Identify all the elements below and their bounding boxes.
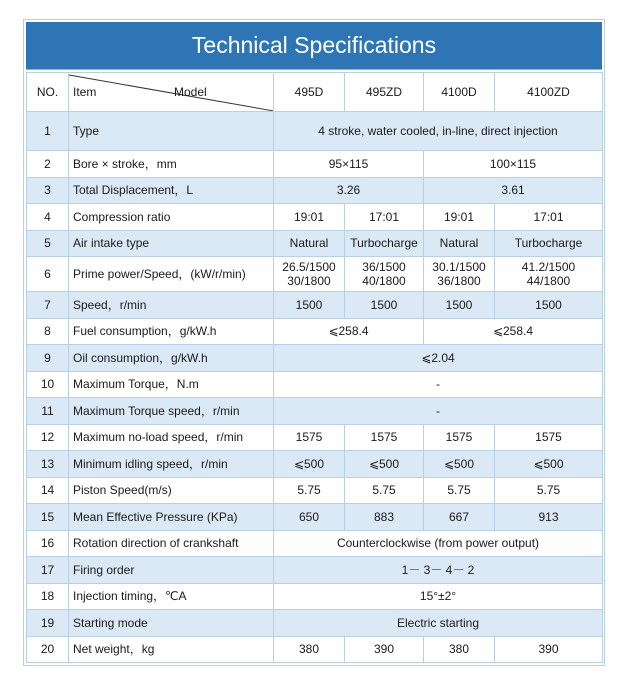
row-value: 390	[495, 636, 603, 663]
row-number: 9	[27, 345, 69, 372]
row-item: Fuel consumption，g/kW.h	[69, 318, 274, 345]
row-item: Rotation direction of crankshaft	[69, 530, 274, 557]
row-number: 11	[27, 398, 69, 425]
table-row	[27, 477, 603, 504]
header-model-495zd: 495ZD	[345, 73, 424, 112]
table-row	[27, 177, 603, 204]
row-value: 650	[274, 504, 345, 531]
row-value: ⩽500	[345, 451, 424, 478]
row-item: Total Displacement，L	[69, 177, 274, 204]
row-value: 883	[345, 504, 424, 531]
header-item-model	[69, 73, 274, 112]
row-value: ⩽2.04	[274, 345, 603, 372]
table-row	[27, 292, 603, 319]
row-value: 1575	[274, 424, 345, 451]
row-value: 3.61	[424, 177, 603, 204]
table-row	[27, 530, 603, 557]
row-value-line: 41.2/1500	[521, 260, 576, 274]
diagonal-divider	[69, 73, 274, 111]
table-row	[27, 345, 603, 372]
row-item: Compression ratio	[69, 204, 274, 231]
row-number: 17	[27, 557, 69, 584]
row-value: Electric starting	[274, 610, 603, 637]
row-value: Natural	[274, 230, 345, 257]
header-row	[27, 73, 603, 112]
row-value: 380	[424, 636, 495, 663]
spec-table	[26, 72, 603, 663]
row-value: Natural	[424, 230, 495, 257]
row-item: Speed，r/min	[69, 292, 274, 319]
row-number: 4	[27, 204, 69, 231]
page-title: Technical Specifications	[26, 22, 602, 70]
row-value-line: 36/1800	[437, 274, 481, 288]
row-value: 100×115	[424, 151, 603, 178]
row-value: 17:01	[495, 204, 603, 231]
row-value: ⩽500	[424, 451, 495, 478]
row-value-line: 30.1/1500	[432, 260, 486, 274]
row-value: 5.75	[495, 477, 603, 504]
row-value: 1500	[424, 292, 495, 319]
row-number: 16	[27, 530, 69, 557]
row-value: Turbocharge	[345, 230, 424, 257]
row-item: Maximum no-load speed，r/min	[69, 424, 274, 451]
row-value: 913	[495, 504, 603, 531]
table-row	[27, 151, 603, 178]
table-row	[27, 204, 603, 231]
table-row	[27, 112, 603, 151]
header-model-4100d: 4100D	[424, 73, 495, 112]
table-row	[27, 451, 603, 478]
header-item: Item	[73, 85, 97, 99]
row-value: 1575	[495, 424, 603, 451]
table-row	[27, 398, 603, 425]
table-row	[27, 583, 603, 610]
row-item: Bore × stroke，mm	[69, 151, 274, 178]
row-value: 5.75	[424, 477, 495, 504]
row-value: 95×115	[274, 151, 424, 178]
row-item: Oil consumption，g/kW.h	[69, 345, 274, 372]
row-value-line: 44/1800	[526, 274, 571, 288]
row-item: Prime power/Speed，(kW/r/min)	[69, 257, 274, 292]
table-row	[27, 557, 603, 584]
row-value-line: 30/1800	[287, 274, 331, 288]
row-value: 380	[274, 636, 345, 663]
row-number: 12	[27, 424, 69, 451]
row-item: Air intake type	[69, 230, 274, 257]
table-row	[27, 504, 603, 531]
row-value: 19:01	[274, 204, 345, 231]
row-value	[345, 257, 424, 292]
row-value: 17:01	[345, 204, 424, 231]
row-item: Piston Speed(m/s)	[69, 477, 274, 504]
table-row	[27, 424, 603, 451]
row-number: 19	[27, 610, 69, 637]
row-value: 1500	[274, 292, 345, 319]
row-number: 2	[27, 151, 69, 178]
row-value: ⩽500	[495, 451, 603, 478]
row-value: 15°±2°	[274, 583, 603, 610]
row-value: 1575	[345, 424, 424, 451]
row-number: 14	[27, 477, 69, 504]
row-item: Maximum Torque speed，r/min	[69, 398, 274, 425]
row-value: 1575	[424, 424, 495, 451]
row-number: 15	[27, 504, 69, 531]
row-value: Counterclockwise (from power output)	[274, 530, 603, 557]
row-value: 5.75	[345, 477, 424, 504]
table-row	[27, 636, 603, 663]
row-item: Firing order	[69, 557, 274, 584]
row-item: Maximum Torque，N.m	[69, 371, 274, 398]
row-number: 8	[27, 318, 69, 345]
table-row	[27, 257, 603, 292]
row-item: Minimum idling speed，r/min	[69, 451, 274, 478]
row-value-line: 40/1800	[362, 274, 406, 288]
row-value: -	[274, 371, 603, 398]
table-row	[27, 230, 603, 257]
row-number: 10	[27, 371, 69, 398]
row-item: Net weight，kg	[69, 636, 274, 663]
row-number: 7	[27, 292, 69, 319]
header-model: Model	[174, 85, 207, 99]
row-value-line: 26.5/1500	[282, 260, 336, 274]
row-value	[274, 257, 345, 292]
row-item: Injection timing，℃A	[69, 583, 274, 610]
table-row	[27, 371, 603, 398]
table-row	[27, 610, 603, 637]
row-value: 5.75	[274, 477, 345, 504]
row-value: 3.26	[274, 177, 424, 204]
row-number: 6	[27, 257, 69, 292]
row-value	[495, 257, 603, 292]
row-number: 3	[27, 177, 69, 204]
header-model-495d: 495D	[274, 73, 345, 112]
row-value: 4 stroke, water cooled, in-line, direct injection	[274, 112, 603, 151]
row-number: 20	[27, 636, 69, 663]
row-value	[424, 257, 495, 292]
row-value: ⩽258.4	[274, 318, 424, 345]
row-value-line: 36/1500	[362, 260, 406, 274]
header-model-4100zd: 4100ZD	[495, 73, 603, 112]
row-value: 1－ 3－ 4－ 2	[274, 557, 603, 584]
row-item: Mean Effective Pressure (KPa)	[69, 504, 274, 531]
header-no: NO.	[27, 73, 69, 112]
row-value: 390	[345, 636, 424, 663]
row-value: 667	[424, 504, 495, 531]
row-value: 1500	[345, 292, 424, 319]
row-number: 5	[27, 230, 69, 257]
row-number: 1	[27, 112, 69, 151]
row-value: ⩽500	[274, 451, 345, 478]
row-item: Type	[69, 112, 274, 151]
table-row	[27, 318, 603, 345]
row-value: ⩽258.4	[424, 318, 603, 345]
row-value: 19:01	[424, 204, 495, 231]
row-number: 13	[27, 451, 69, 478]
row-value: Turbocharge	[495, 230, 603, 257]
row-item: Starting mode	[69, 610, 274, 637]
row-value: -	[274, 398, 603, 425]
row-number: 18	[27, 583, 69, 610]
row-value: 1500	[495, 292, 603, 319]
